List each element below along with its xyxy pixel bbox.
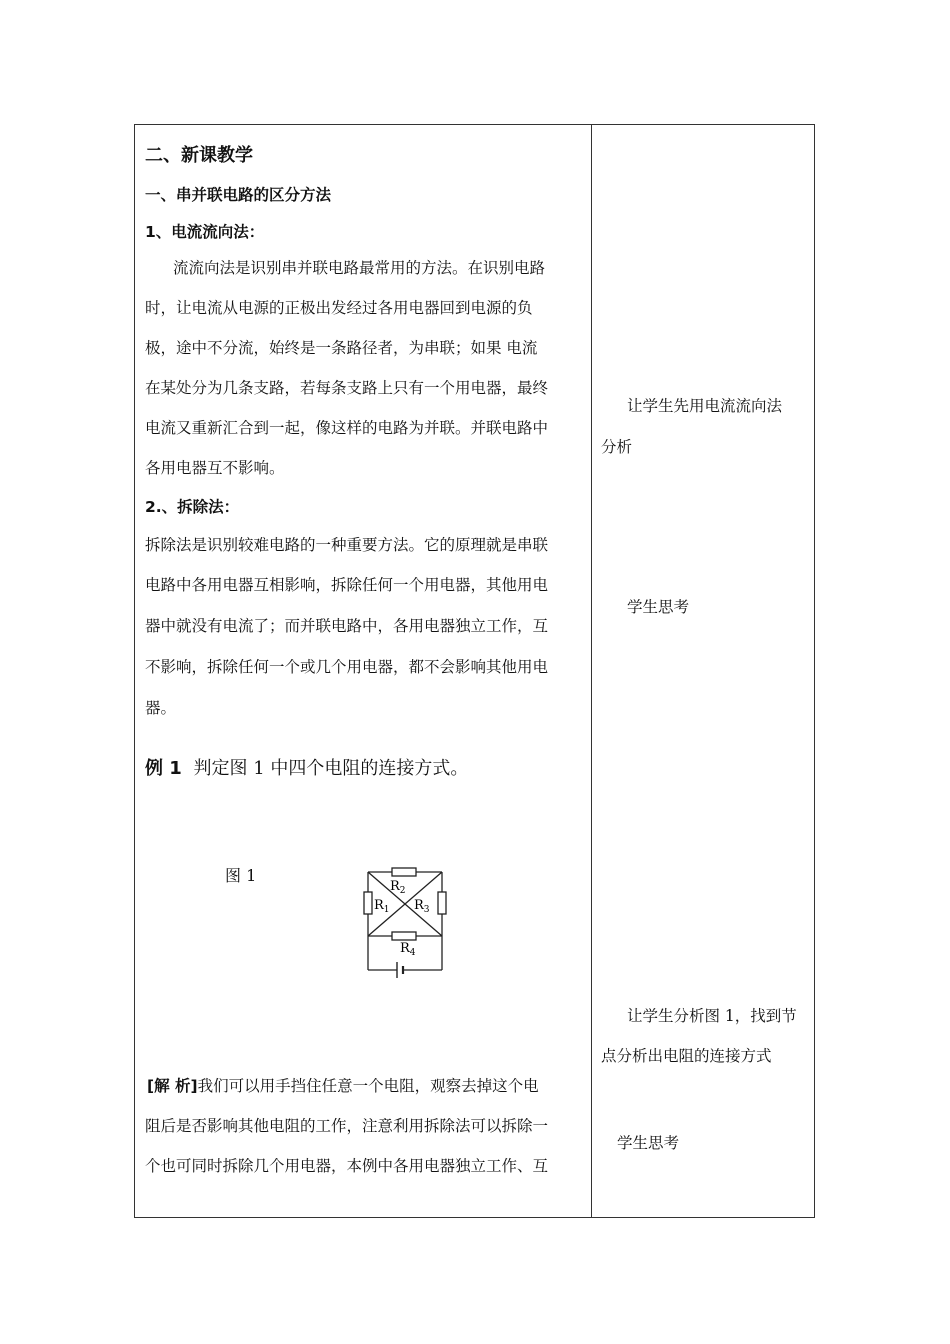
method1-heading: 1、电流流向法： (145, 223, 265, 241)
analysis-text: 我们可以用手挡住任意一个电阻，观察去掉这个电 (197, 1077, 539, 1095)
side-note: 学生思考 (617, 1134, 680, 1152)
side-note: 学生思考 (627, 598, 690, 616)
analysis-line: 个也可同时拆除几个用电器，本例中各用电器独立工作、互 (145, 1157, 549, 1175)
side-note: 让学生分析图 1，找到节 (627, 1007, 797, 1025)
column-divider (591, 125, 592, 1217)
analysis-line: 阻后是否影响其他电阻的工作，注意利用拆除法可以拆除一 (145, 1117, 549, 1135)
circuit-diagram (356, 862, 456, 978)
method2-line: 器。 (145, 699, 177, 717)
resistor-r2 (392, 868, 416, 876)
section-title: 二、新课教学 (145, 145, 253, 166)
r2-label: $R_2$ (390, 879, 406, 896)
example-text: 判定图 1 中四个电阻的连接方式。 (193, 758, 469, 779)
method2-line: 器中就没有电流了；而并联电路中，各用电器独立工作，互 (145, 617, 549, 635)
resistor-r4 (392, 932, 416, 940)
method1-line: 电流又重新汇合到一起，像这样的电路为并联。并联电路中 (145, 419, 549, 437)
figure-caption: 图 1 (225, 866, 257, 885)
analysis-line-0 (147, 1076, 539, 1096)
method2-heading: 2.、拆除法： (145, 498, 240, 516)
example-label: 例 1 (145, 758, 182, 779)
method2-line: 拆除法是识别较难电路的一种重要方法。它的原理就是串联 (145, 536, 549, 554)
side-note: 让学生先用电流流向法 (627, 397, 783, 415)
r3-label: $R_3$ (414, 898, 430, 915)
method2-line: 电路中各用电器互相影响，拆除任何一个用电器，其他用电 (145, 576, 549, 594)
r1-label: $R_1$ (374, 898, 390, 915)
side-note: 分析 (601, 438, 633, 456)
method1-line: 在某处分为几条支路，若每条支路上只有一个用电器，最终 (145, 379, 549, 397)
method1-line: 极，途中不分流，始终是一条路径者，为串联；如果 电流 (145, 339, 538, 357)
method1-line: 各用电器互不影响。 (145, 459, 285, 477)
resistor-r1 (364, 892, 372, 914)
side-note: 点分析出电阻的连接方式 (601, 1047, 772, 1065)
resistor-r3 (438, 892, 446, 914)
subsection-title: 一、串并联电路的区分方法 (145, 186, 332, 204)
example-1 (145, 757, 468, 781)
method1-line: 流流向法是识别串并联电路最常用的方法。在识别电路 (173, 259, 546, 277)
analysis-label: [解 析] (147, 1077, 198, 1095)
method2-line: 不影响，拆除任何一个或几个用电器，都不会影响其他用电 (145, 658, 549, 676)
method1-line: 时，让电流从电源的正极出发经过各用电器回到电源的负 (145, 299, 533, 317)
r4-label: $R_4$ (400, 941, 416, 958)
